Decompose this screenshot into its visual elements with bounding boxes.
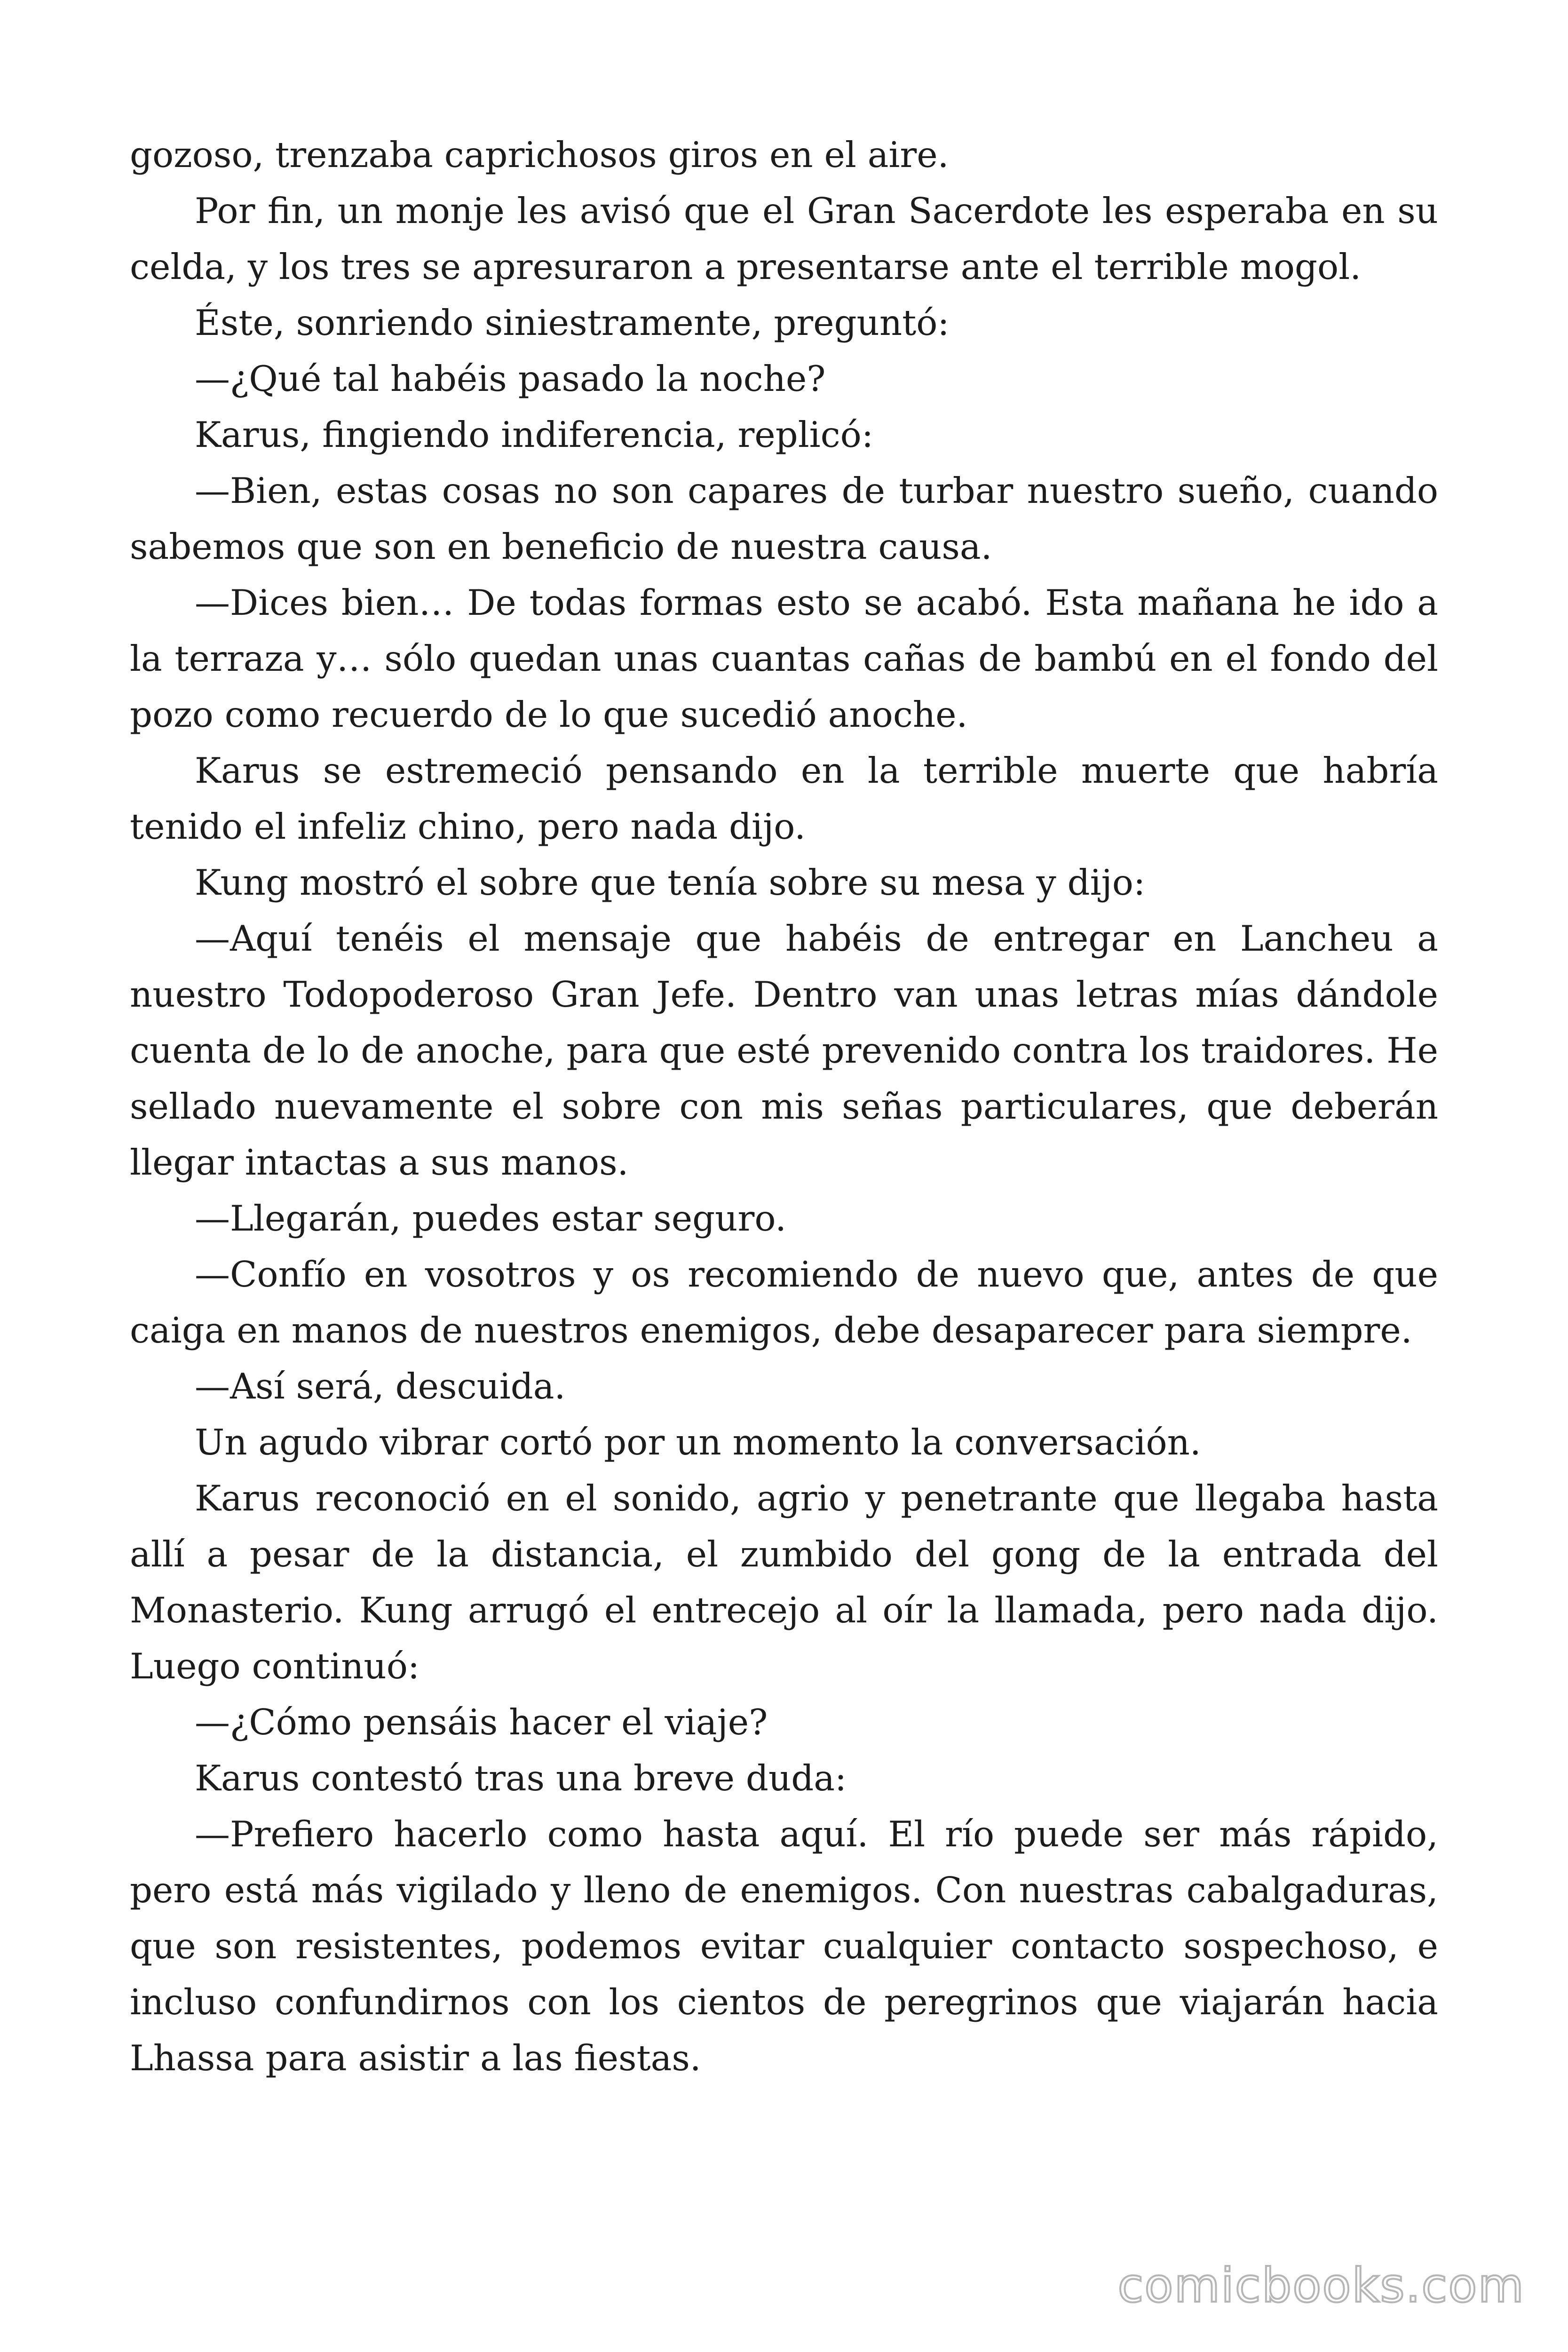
paragraph: Karus reconoció en el sonido, agrio y penetrante que llegaba hasta allí a pesar de la distancia, el zumbido del gong de la entrada del Monasterio. Kung arrugó el entrecejo al oír la llamada, pero nada dijo. Luego continuó: xyxy=(130,1478,1438,1687)
paragraph: —¿Cómo pensáis hacer el viaje? xyxy=(195,1701,768,1743)
paragraph: Karus contestó tras una breve duda: xyxy=(195,1757,847,1799)
paragraph: —Dices bien… De todas formas esto se acabó. Esta mañana he ido a la terraza y… sólo quedan unas cuantas cañas de bambú en el fondo del pozo como recuerdo de lo que sucedió anoche. xyxy=(130,582,1438,735)
paragraph: Un agudo vibrar cortó por un momento la conversación. xyxy=(195,1422,1201,1463)
paragraph: —¿Qué tal habéis pasado la noche? xyxy=(195,358,826,399)
paragraph: Éste, sonriendo siniestramente, preguntó: xyxy=(195,302,950,343)
paragraph: —Confío en vosotros y os recomiendo de nuevo que, antes de que caiga en manos de nuestros enemigos, debe desaparecer para siempre. xyxy=(130,1254,1438,1351)
paragraph: Karus, fingiendo indiferencia, replicó: xyxy=(195,414,874,455)
paragraph: —Aquí tenéis el mensaje que habéis de entregar en Lancheu a nuestro Todopoderoso Gran Jefe. Dentro van unas letras mías dándole cuenta de lo de anoche, para que esté prevenido contra los traidores. He sellado nuevamente el sobre con mis señas particulares, que deberán llegar intactas a sus manos. xyxy=(130,918,1438,1183)
paragraph: —Prefiero hacerlo como hasta aquí. El río puede ser más rápido, pero está más vigilado y lleno de enemigos. Con nuestras cabalgaduras, que son resistentes, podemos evitar cualquier contacto sospechoso, e incluso confundirnos con los cientos de peregrinos que viajarán hacia Lhassa para asistir a las fiestas. xyxy=(130,1813,1438,2079)
paragraph: gozoso, trenzaba caprichosos giros en el aire. xyxy=(130,134,949,175)
paragraph: Karus se estremeció pensando en la terrible muerte que habría tenido el infeliz chino, pero nada dijo. xyxy=(130,750,1438,847)
paragraph: —Llegarán, puedes estar seguro. xyxy=(195,1198,787,1239)
paragraph: —Bien, estas cosas no son capares de turbar nuestro sueño, cuando sabemos que son en beneficio de nuestra causa. xyxy=(130,470,1438,567)
watermark: comicbooks.com xyxy=(1117,2258,1525,2313)
paragraph: —Así será, descuida. xyxy=(195,1366,566,1407)
paragraph: Kung mostró el sobre que tenía sobre su mesa y dijo: xyxy=(195,862,1146,903)
paragraph: Por fin, un monje les avisó que el Gran Sacerdote les esperaba en su celda, y los tres se apresuraron a presentarse ante el terrible mogol. xyxy=(130,190,1438,287)
body-text xyxy=(130,127,1438,2086)
